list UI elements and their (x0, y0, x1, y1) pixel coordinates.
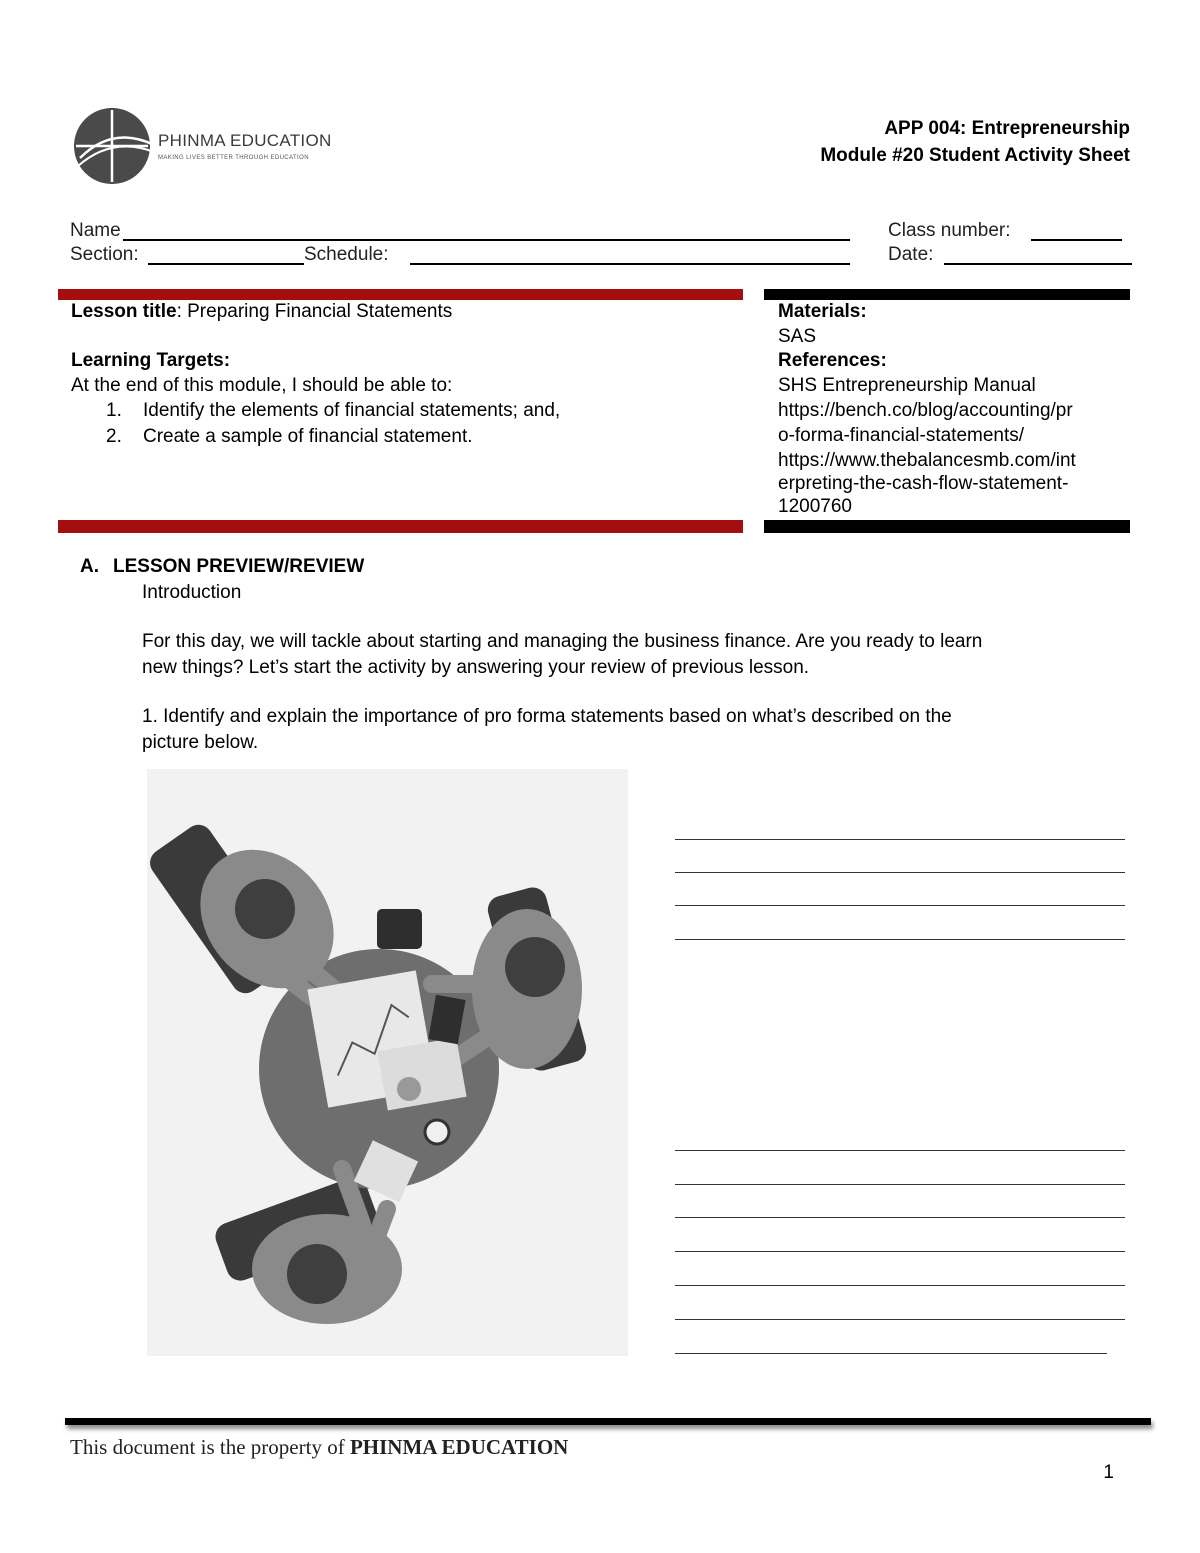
name-label: Name (70, 220, 121, 241)
business-meeting-illustration (147, 769, 628, 1356)
answer-line[interactable] (675, 839, 1125, 840)
answer-line[interactable] (675, 1251, 1125, 1252)
date-label: Date: (888, 244, 934, 265)
lesson-title (71, 299, 452, 324)
name-field[interactable] (123, 239, 850, 241)
learning-targets-intro: At the end of this module, I should be able to: (71, 375, 453, 396)
target-number: 2. (106, 426, 122, 447)
section-a-heading: LESSON PREVIEW/REVIEW (113, 556, 365, 577)
target-item: Identify the elements of financial statements; and, (143, 400, 561, 421)
footer-prefix: This document is the property of (70, 1435, 350, 1459)
answer-line[interactable] (675, 1150, 1125, 1151)
course-title: APP 004: Entrepreneurship (884, 118, 1130, 139)
target-item: Create a sample of financial statement. (143, 426, 473, 447)
section-label: Section: (70, 244, 139, 265)
lesson-title-value: : Preparing Financial Statements (176, 301, 453, 322)
schedule-label: Schedule: (304, 244, 389, 265)
footer-divider (65, 1418, 1151, 1425)
answer-line[interactable] (675, 939, 1125, 940)
reference-line: SHS Entrepreneurship Manual (778, 375, 1036, 396)
brand-wordmark (158, 131, 332, 161)
materials-heading: Materials: (778, 301, 867, 322)
answer-line[interactable] (675, 1319, 1125, 1320)
sidebar-bottom-bar (764, 520, 1130, 533)
footer-owner: PHINMA EDUCATION (349, 1435, 569, 1459)
class-number-field[interactable] (1031, 239, 1122, 241)
intro-paragraph-line: For this day, we will tackle about starting and managing the business finance. Are you ready to learn (142, 631, 983, 652)
reference-line: https://www.thebalancesmb.com/int (778, 450, 1076, 471)
materials-value: SAS (778, 326, 817, 347)
reference-line: 1200760 (778, 496, 852, 517)
page-number: 1 (1103, 1462, 1114, 1483)
schedule-field[interactable] (410, 263, 850, 265)
answer-line[interactable] (675, 1285, 1125, 1286)
brand-tagline: MAKING LIVES BETTER THROUGH EDUCATION (158, 155, 309, 161)
references-heading: References: (778, 350, 887, 371)
module-title: Module #20 Student Activity Sheet (820, 145, 1130, 166)
answer-line[interactable] (675, 1353, 1107, 1354)
learning-targets-heading: Learning Targets: (71, 350, 231, 371)
question-line: 1. Identify and explain the importance of pro forma statements based on what’s described on the (142, 706, 952, 727)
date-field[interactable] (944, 263, 1132, 265)
footer-ownership (70, 1435, 568, 1460)
lesson-title-label: Lesson title (71, 301, 177, 322)
class-number-label: Class number: (888, 220, 1011, 241)
answer-line[interactable] (675, 905, 1125, 906)
section-a-subheading: Introduction (142, 582, 242, 603)
phinma-logo-icon (72, 106, 168, 186)
reference-line: https://bench.co/blog/accounting/pr (778, 400, 1073, 421)
lesson-bottom-bar (58, 520, 743, 533)
question-line: picture below. (142, 732, 259, 753)
target-number: 1. (106, 400, 122, 421)
answer-line[interactable] (675, 1184, 1125, 1185)
reference-line: o-forma-financial-statements/ (778, 425, 1025, 446)
answer-line[interactable] (675, 1217, 1125, 1218)
answer-line[interactable] (675, 872, 1125, 873)
section-field[interactable] (148, 263, 304, 265)
intro-paragraph-line: new things? Let’s start the activity by answering your review of previous lesson. (142, 657, 810, 678)
section-a-letter: A. (80, 556, 99, 577)
brand-name: PHINMA EDUCATION (158, 131, 332, 150)
reference-line: erpreting-the-cash-flow-statement- (778, 473, 1069, 494)
